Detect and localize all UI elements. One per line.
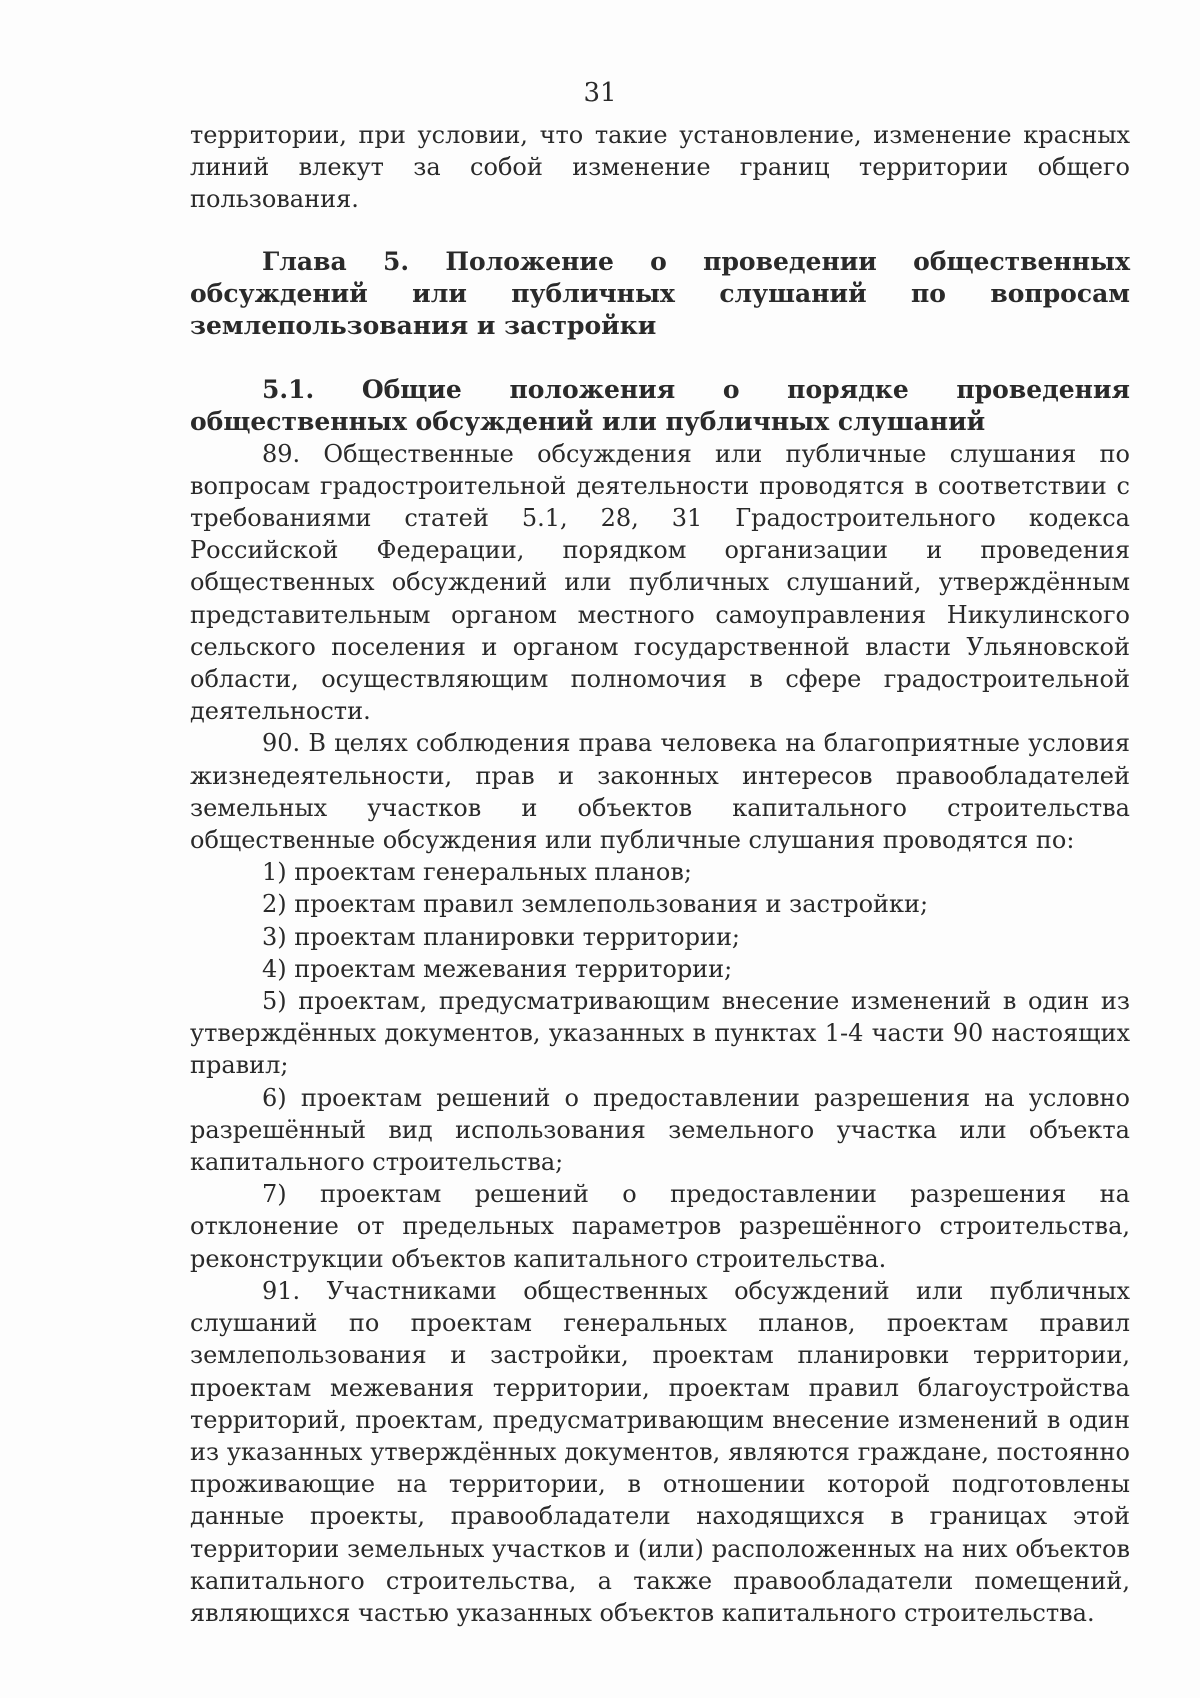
chapter-heading: Глава 5. Положение о проведении общественных обсуждений или публичных слушаний по вопросам землепользования и застройки: [190, 246, 1130, 340]
intro-paragraph: территории, при условии, что такие установление, изменение красных линий влекут за собой изменение границ территории общего пользования.: [190, 121, 1130, 214]
spacer: [190, 216, 1130, 246]
document-body: [190, 119, 1130, 1629]
list-item-4: 4) проектам межевания территории;: [262, 954, 733, 983]
list-item-2: 2) проектам правил землепользования и застройки;: [262, 890, 929, 919]
page-number: 31: [583, 78, 617, 108]
section-heading: 5.1. Общие положения о порядке проведения общественных обсуждений или публичных слушаний: [190, 374, 1130, 436]
paragraph-90: 90. В целях соблюдения права человека на благоприятные условия жизнедеятельности, прав и законных интересов правообладателей земельных участков и объектов капитального строительства общественные обсуждения или публичные слушания проводятся по:: [190, 729, 1130, 855]
list-item-1: 1) проектам генеральных планов;: [262, 858, 692, 887]
list-item-6: 6) проектам решений о предоставлении разрешения на условно разрешённый вид использования земельного участка или объекта капитального строительства;: [190, 1083, 1130, 1177]
paragraph-91: 91. Участниками общественных обсуждений или публичных слушаний по проектам генеральных планов, проектам правил землепользования и застройки, проектам планировки территории, проектам межевания территории, проектам правил благоустройства территорий, проектам, предусматривающим внесение изменений в один из указанных утверждённых документов, являются граждане, постоянно проживающие на территории, в отношении которой подготовлены данные проекты, правообладатели находящихся в границах этой территории земельных участков и (или) расположенных на них объектов капитального строительства, а также правообладатели помещений, являющихся частью указанных объектов капитального строительства.: [190, 1276, 1130, 1627]
list-item-7: 7) проектам решений о предоставлении разрешения на отклонение от предельных параметров разрешённого строительства, реконструкции объектов капитального строительства.: [190, 1180, 1130, 1273]
list-item-5: 5) проектам, предусматривающим внесение изменений в один из утверждённых документов, указанных в пунктах 1-4 части 90 настоящих правил;: [190, 987, 1130, 1080]
spacer: [190, 342, 1130, 374]
list-item-3: 3) проектам планировки территории;: [262, 922, 741, 951]
paragraph-89: 89. Общественные обсуждения или публичные слушания по вопросам градостроительной деятельности проводятся в соответствии с требованиями статей 5.1, 28, 31 Градостроительного кодекса Российской Федерации, порядком организации и проведения общественных обсуждений или публичных слушаний, утверждённым представительным органом местного самоуправления Никулинского сельского поселения и органом государственной власти Ульяновской области, осуществляющим полномочия в сфере градостроительной деятельности.: [190, 439, 1130, 726]
